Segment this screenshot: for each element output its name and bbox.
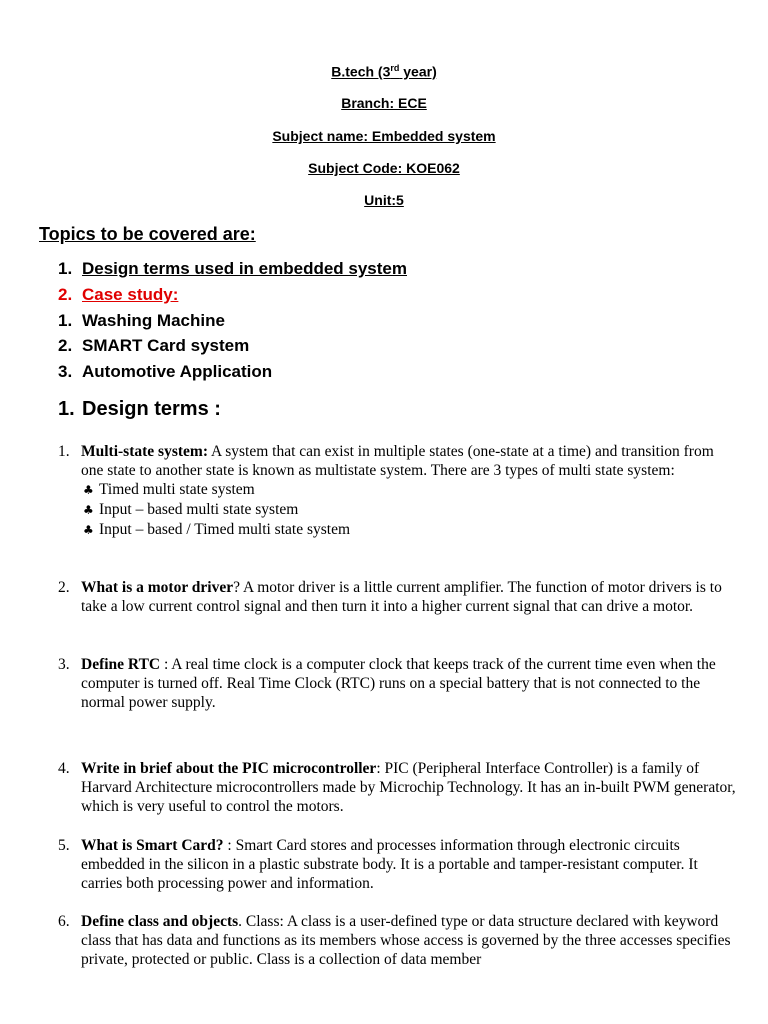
branch: Branch: ECE <box>341 95 427 111</box>
definition-item: 6. Define class and objects. Class: A class is a user-defined type or data structure declared with keyword class that has data and functions as its members whose access is governed by the three accesses specifies private, protected or public. Class is a collection of data member <box>58 913 731 968</box>
design-terms-heading: 1. Design terms : <box>58 398 221 420</box>
list-item: ♣ Input – based multi state system <box>83 501 299 518</box>
topic-item: 1. Design terms used in embedded system <box>58 259 407 278</box>
subject-code: Subject Code: KOE062 <box>308 160 460 176</box>
club-bullet-icon: ♣ <box>83 503 94 517</box>
topics-title: Topics to be covered are: <box>39 224 256 244</box>
definition-term: Define RTC <box>81 656 161 673</box>
subject-name: Subject name: Embedded system <box>272 128 496 144</box>
definition-item: 1. Multi-state system: A system that can exist in multiple states (one-state at a time) and transition from one state to another state is known as multistate system. There are 3 types of multi state system: ♣ Timed multi state system ♣ Input – based multi state system ♣ Input – based / Timed multi state system <box>58 442 738 540</box>
definition-term: Multi-state system: <box>81 443 208 460</box>
definition-item: 5. What is Smart Card? : Smart Card stores and processes information through electronic circuits embedded in the silicon in a plastic substrate body. It is a portable and tamper-resistant computer. It carries both processing power and information. <box>58 837 698 892</box>
topic-item: 1. Washing Machine <box>58 311 225 330</box>
definition-term: What is Smart Card? <box>81 837 224 854</box>
topic-item: 2. SMART Card system <box>58 336 250 355</box>
club-bullet-icon: ♣ <box>83 523 94 537</box>
definition-item: 3. Define RTC : A real time clock is a computer clock that keeps track of the current time even when the computer is turned off. Real Time Clock (RTC) runs on a special battery that is not connected to the normal power supply. <box>58 656 716 711</box>
unit: Unit:5 <box>364 192 404 208</box>
list-item: ♣ Input – based / Timed multi state system <box>83 521 351 538</box>
definition-term: Write in brief about the PIC microcontroller <box>81 760 377 777</box>
definition-item: 4. Write in brief about the PIC microcontroller: PIC (Peripheral Interface Controller) is a family of Harvard Architecture microcontrollers made by Microchip Technology. It has an in-built PWM generator, which is very useful to control the motors. <box>58 760 736 815</box>
topic-item-case-study: 2. Case study: <box>58 285 179 304</box>
course-year: B.tech (3rd year) <box>331 63 437 80</box>
club-bullet-icon: ♣ <box>83 483 94 497</box>
list-item: ♣ Timed multi state system <box>83 481 255 498</box>
definition-item: 2. What is a motor driver? A motor driver is a little current amplifier. The function of motor drivers is to take a low current control signal and then turn it into a higher current signal that can drive a motor. <box>58 579 722 615</box>
definition-term: What is a motor driver <box>81 579 234 596</box>
definition-term: Define class and objects <box>81 913 239 930</box>
topic-item: 3. Automotive Application <box>58 362 273 381</box>
